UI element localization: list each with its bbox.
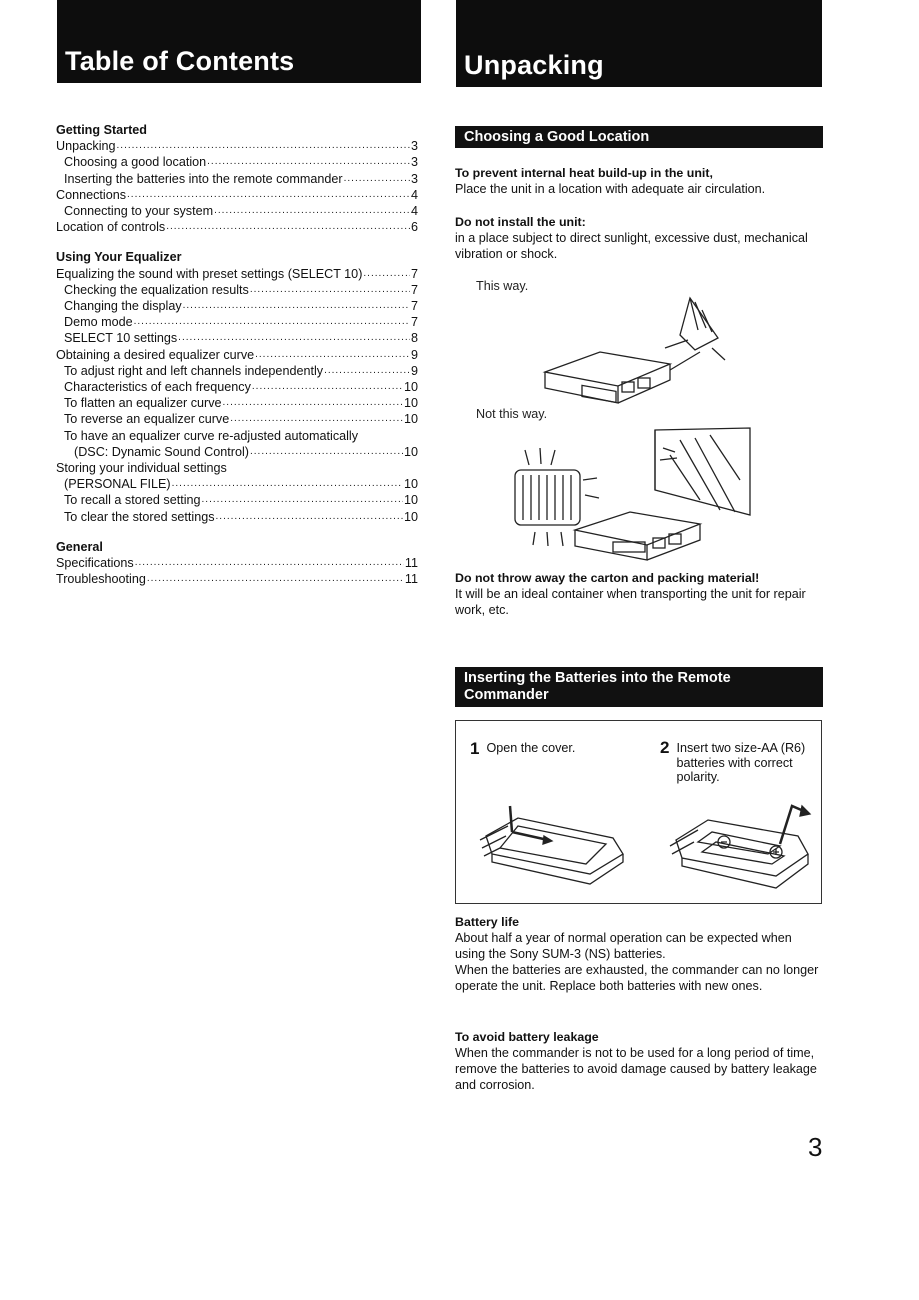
toc-entry — [56, 203, 418, 219]
toc-leader-dots — [147, 571, 404, 587]
toc-entry-page: 10 — [403, 396, 418, 411]
toc-section-heading: General — [56, 539, 103, 554]
toc-leader-dots — [324, 363, 410, 379]
toc-entry-title: Choosing a good location — [64, 155, 207, 170]
toc-entry — [56, 395, 418, 411]
toc-entry-page: 7 — [410, 299, 418, 314]
toc-entry — [56, 282, 418, 298]
location-section — [455, 126, 823, 148]
toc-entry-page: 11 — [404, 556, 418, 571]
toc-entry — [56, 138, 418, 154]
toc-entry — [56, 154, 418, 170]
toc-entry-title: To clear the stored settings — [64, 509, 215, 524]
toc-entry-page: 7 — [410, 266, 418, 281]
toc-entry — [56, 571, 418, 587]
toc-leader-dots — [117, 138, 410, 154]
toc-entry-page: 10 — [403, 444, 418, 459]
toc-entry-title: To adjust right and left channels independently — [64, 363, 324, 378]
toc-section — [56, 539, 418, 588]
toc-leader-dots — [207, 154, 410, 170]
battery-life-body-1: About half a year of normal operation can be expected when using the Sony SUM-3 (NS) batteries. — [455, 931, 792, 961]
toc-entry-title: Unpacking — [56, 139, 116, 154]
toc-entry-title: Characteristics of each frequency — [64, 380, 251, 395]
toc-entry — [56, 314, 418, 330]
toc-leader-dots — [166, 219, 410, 235]
toc-entry-page: 8 — [410, 331, 418, 346]
toc-entry-title: To reverse an equalizer curve — [64, 412, 230, 427]
toc-entry-title: Storing your individual settings — [56, 461, 227, 476]
toc-entry — [56, 379, 418, 395]
remote-insert-batteries-illustration — [668, 796, 818, 891]
toc-entry — [56, 266, 418, 282]
battery-life-block — [455, 914, 823, 994]
toc-entry-title: (DSC: Dynamic Sound Control) — [74, 444, 249, 459]
toc-leader-dots — [183, 298, 410, 314]
toc-leader-dots — [344, 171, 410, 187]
step-2-number: 2 — [660, 738, 670, 757]
toc-entry-page: 10 — [403, 412, 418, 427]
carton-body: It will be an ideal container when transporting the unit for repair work, etc. — [455, 587, 806, 617]
toc-entry — [56, 509, 418, 525]
toc-entry-page: 3 — [410, 139, 418, 154]
toc-section — [56, 249, 418, 524]
step-2-text: Insert two size-AA (R6) batteries with correct polarity. — [676, 741, 806, 784]
toc-entry — [56, 187, 418, 203]
toc-entry — [56, 347, 418, 363]
toc-leader-dots — [230, 411, 403, 427]
toc-leader-dots — [250, 444, 403, 460]
toc-entry-page: 10 — [403, 380, 418, 395]
toc-leader-dots — [252, 379, 403, 395]
toc-entry-page: 7 — [410, 315, 418, 330]
toc-entry — [56, 171, 418, 187]
not-this-way-label: Not this way. — [476, 407, 548, 421]
dont-install-block — [455, 214, 823, 262]
toc-leader-dots — [214, 203, 410, 219]
battery-life-body-2: When the batteries are exhausted, the commander can no longer operate the unit. Replace both batteries with new ones. — [455, 963, 819, 993]
batteries-heading — [455, 667, 823, 707]
toc-entry — [56, 492, 418, 508]
good-location-illustration — [540, 290, 730, 405]
toc-entry-title: To flatten an equalizer curve — [64, 396, 222, 411]
toc-entry-title: To have an equalizer curve re-adjusted automatically — [64, 428, 359, 443]
toc-entry — [56, 428, 418, 444]
location-heading: Choosing a Good Location — [455, 126, 823, 148]
toc-leader-dots — [127, 187, 410, 203]
toc-entry-title: Troubleshooting — [56, 572, 146, 587]
battery-leak-heading: To avoid battery leakage — [455, 1030, 599, 1044]
toc-entry-title: Equalizing the sound with preset settings (SELECT 10) — [56, 266, 363, 281]
toc-leader-dots — [255, 347, 410, 363]
toc-section-heading: Getting Started — [56, 123, 147, 137]
toc-entry-title: Inserting the batteries into the remote commander — [64, 171, 343, 186]
toc-entry-page: 7 — [410, 282, 418, 297]
toc-section-heading: Using Your Equalizer — [56, 250, 182, 265]
dont-install-heading: Do not install the unit: — [455, 215, 586, 229]
toc-entry — [56, 444, 418, 460]
heat-body: Place the unit in a location with adequate air circulation. — [455, 182, 766, 196]
this-way-label: This way. — [476, 279, 529, 293]
toc-leader-dots — [250, 282, 410, 298]
toc-leader-dots — [223, 395, 403, 411]
battery-leak-body: When the commander is not to be used for a long period of time, remove the batteries to avoid damage caused by battery leakage and corrosion. — [455, 1046, 817, 1092]
toc-entry — [56, 330, 418, 346]
battery-leak-block — [455, 1029, 823, 1093]
toc-entry-page: 10 — [403, 493, 418, 508]
toc-entry-title: SELECT 10 settings — [64, 331, 178, 346]
toc-leader-dots — [363, 266, 410, 282]
battery-life-heading: Battery life — [455, 915, 520, 929]
toc-entry-page: 10 — [403, 509, 418, 524]
toc-entry-title: Changing the display — [64, 299, 182, 314]
toc-leader-dots — [134, 314, 410, 330]
carton-block — [455, 570, 823, 618]
table-of-contents — [56, 122, 418, 601]
toc-leader-dots — [178, 330, 410, 346]
batteries-heading-line2: Commander — [464, 687, 549, 703]
heat-block — [455, 165, 823, 197]
battery-steps-box — [455, 720, 822, 904]
toc-entry-title: Demo mode — [64, 315, 133, 330]
carton-heading: Do not throw away the carton and packing material! — [455, 571, 760, 585]
toc-entry — [56, 219, 418, 235]
toc-entry-title: To recall a stored setting — [64, 493, 201, 508]
step-1 — [470, 741, 630, 757]
remote-open-cover-illustration — [478, 796, 628, 891]
page-number: 3 — [808, 1132, 823, 1162]
step-1-text: Open the cover. — [486, 741, 576, 755]
unpacking-title: Unpacking — [464, 50, 604, 80]
toc-entry-page: 4 — [410, 187, 418, 202]
toc-leader-dots — [172, 476, 403, 492]
toc-banner — [57, 0, 421, 83]
toc-entry-page: 3 — [410, 155, 418, 170]
toc-entry-title: Location of controls — [56, 220, 166, 235]
toc-title: Table of Contents — [65, 46, 295, 76]
toc-entry — [56, 476, 418, 492]
toc-entry — [56, 363, 418, 379]
step-2 — [660, 738, 820, 785]
batteries-section — [455, 667, 823, 707]
toc-entry-page: 4 — [410, 204, 418, 219]
dont-install-body: in a place subject to direct sunlight, excessive dust, mechanical vibration or shock. — [455, 231, 808, 261]
toc-entry-title: (PERSONAL FILE) — [64, 477, 171, 492]
toc-entry — [56, 298, 418, 314]
toc-entry-page: 6 — [410, 220, 418, 235]
toc-entry — [56, 411, 418, 427]
toc-section — [56, 122, 418, 235]
toc-entry-title: Obtaining a desired equalizer curve — [56, 347, 255, 362]
toc-leader-dots — [135, 555, 404, 571]
toc-entry-title: Connections — [56, 187, 127, 202]
toc-entry-page: 10 — [403, 477, 418, 492]
toc-entry-title: Specifications — [56, 556, 134, 571]
unpacking-banner — [456, 0, 822, 87]
toc-entry — [56, 555, 418, 571]
toc-entry-title: Connecting to your system — [64, 204, 214, 219]
toc-entry — [56, 460, 418, 476]
toc-entry-title: Checking the equalization results — [64, 282, 249, 297]
toc-leader-dots — [202, 492, 403, 508]
toc-entry-page: 9 — [410, 363, 418, 378]
toc-entry-page: 3 — [410, 171, 418, 186]
toc-entry-page: 9 — [410, 347, 418, 362]
bad-location-illustration — [505, 420, 755, 570]
step-1-number: 1 — [470, 739, 480, 758]
toc-leader-dots — [216, 509, 403, 525]
heat-heading: To prevent internal heat build-up in the unit, — [455, 166, 713, 180]
batteries-heading-line1: Inserting the Batteries into the Remote — [464, 670, 731, 686]
toc-entry-page: 11 — [404, 572, 418, 587]
